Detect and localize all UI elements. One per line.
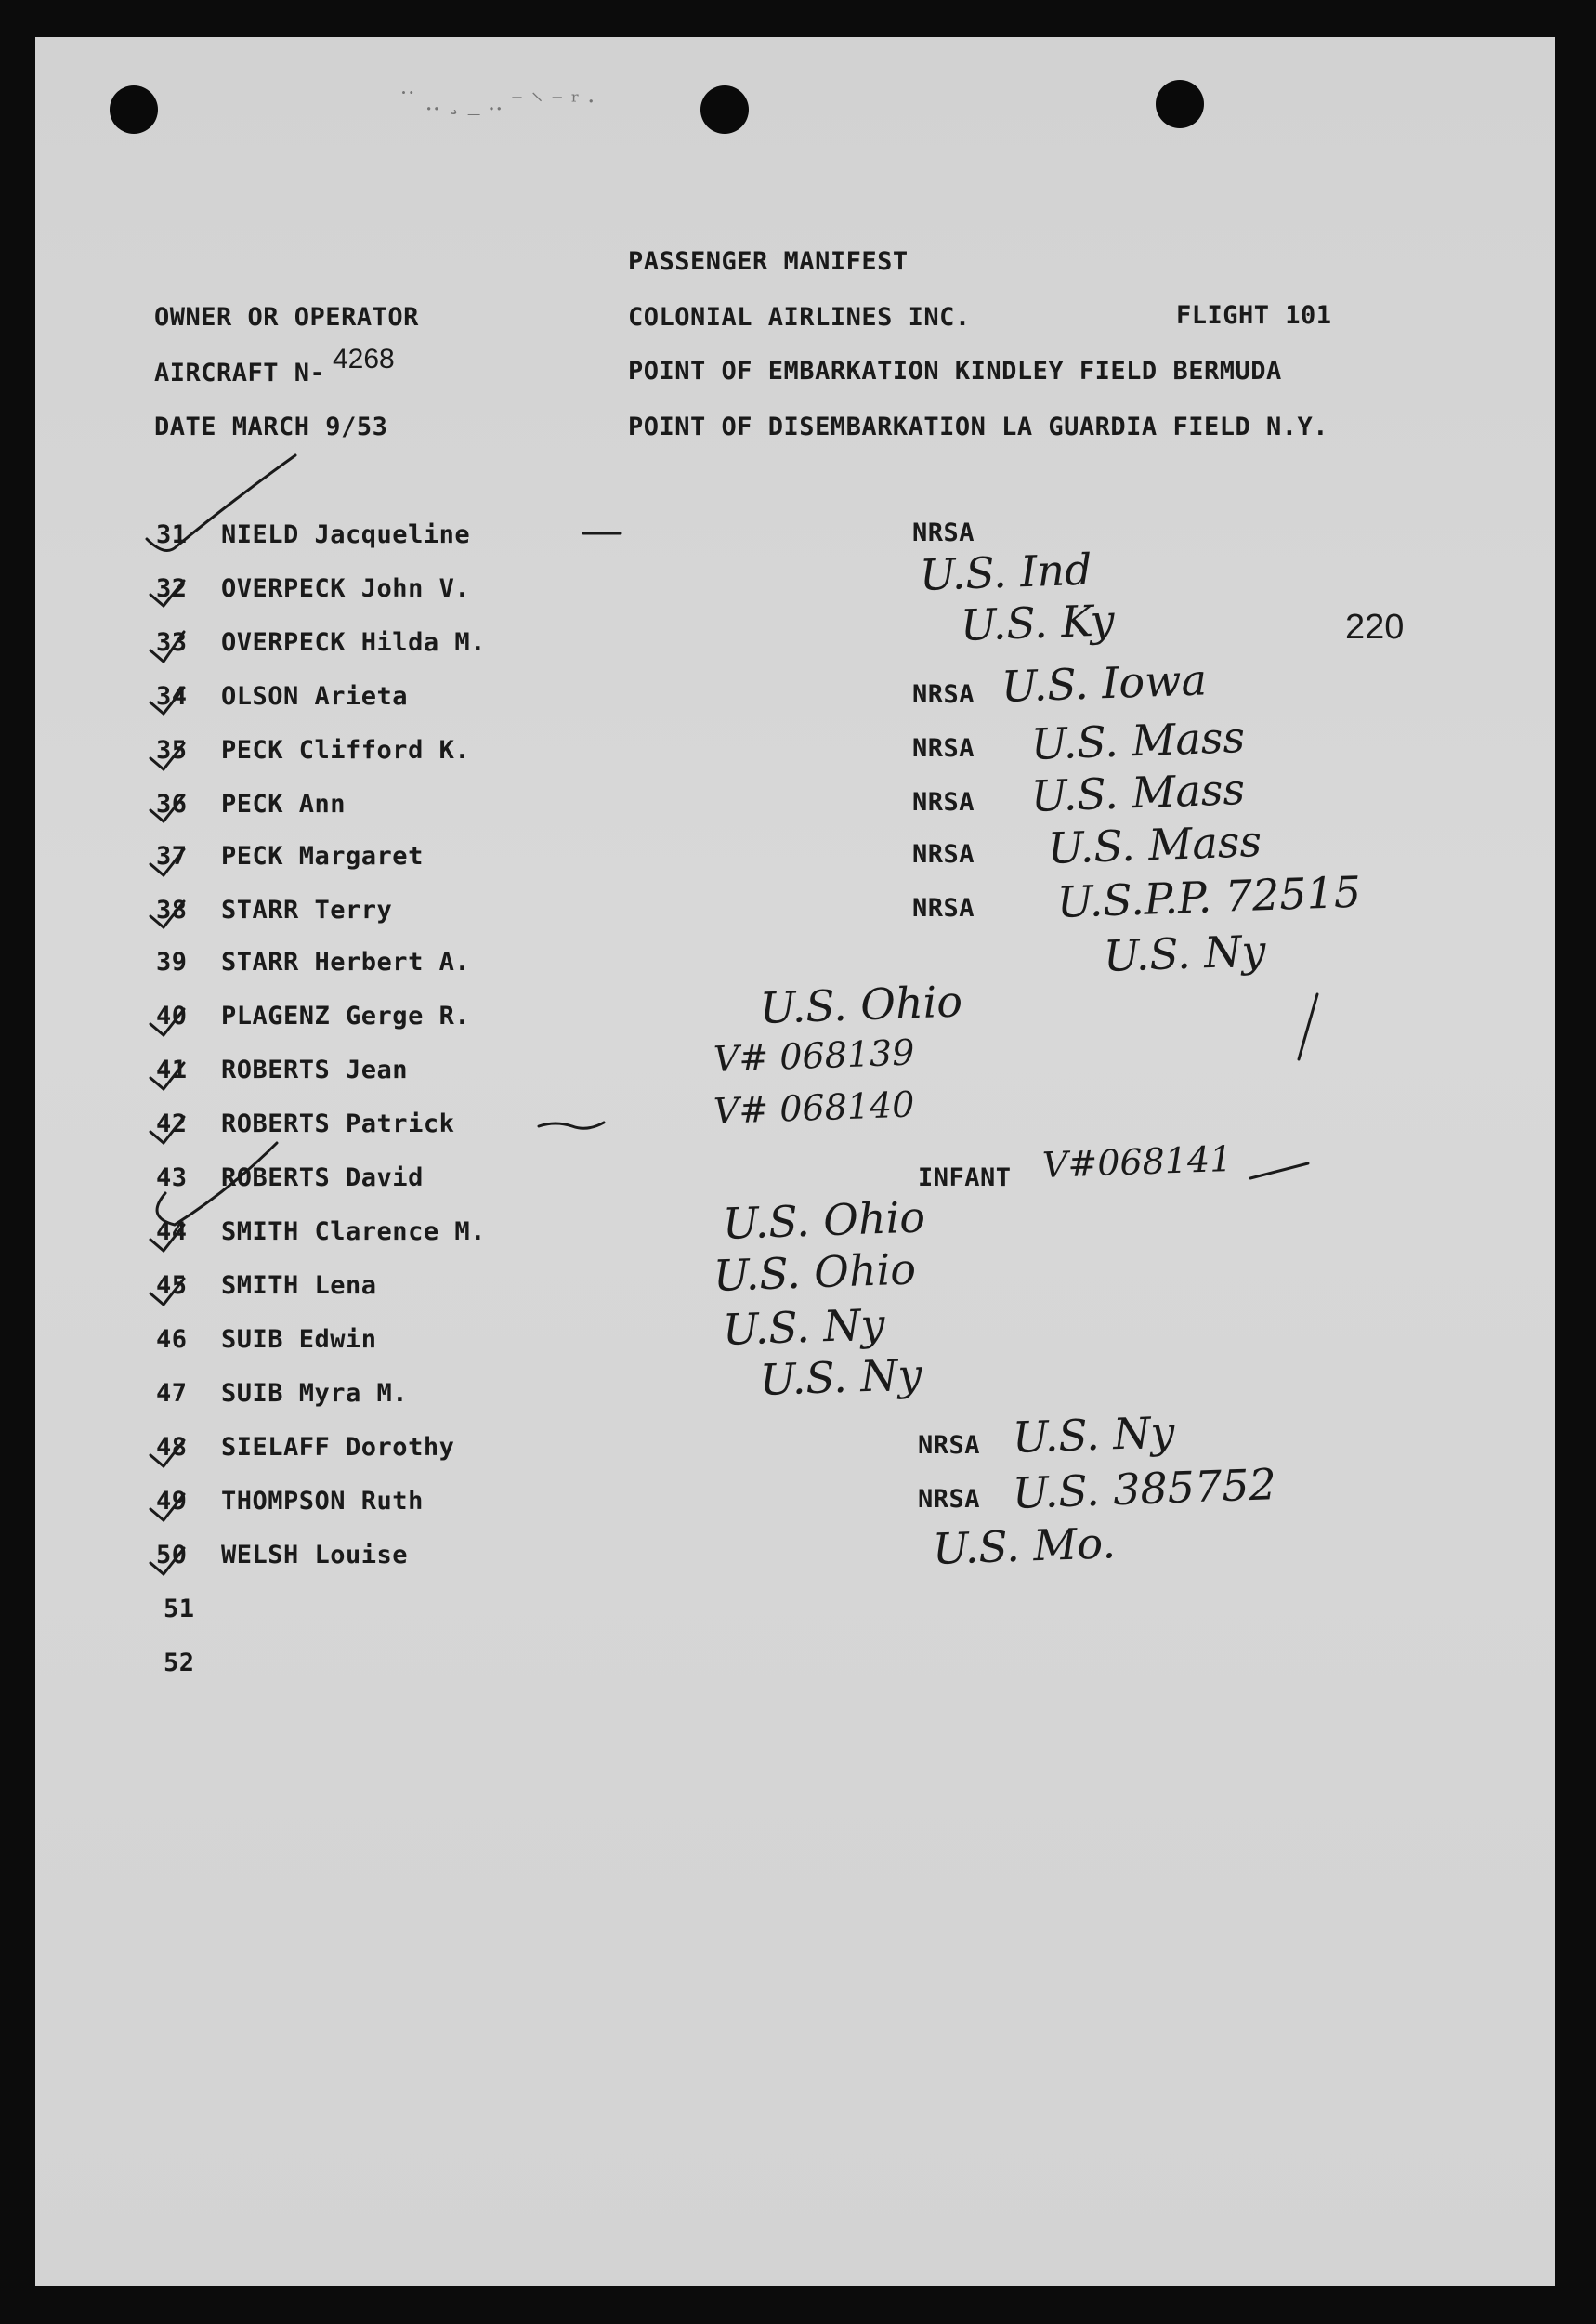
row-num: 51 [164,1595,195,1623]
handwritten-note: U.S. Ind [919,544,1093,600]
passenger-status: NRSA [912,680,975,709]
row-num: 45 [156,1271,188,1300]
aircraft-value: 4268 [333,344,395,374]
row-num: 33 [156,628,188,657]
passenger-name: SIELAFF Dorothy [221,1433,455,1462]
passenger-name: STARR Terry [221,896,393,925]
passenger-status: NRSA [918,1485,981,1514]
row-num: 49 [156,1487,188,1516]
check-mark [150,1440,184,1466]
handwritten-note: V# 068140 [713,1083,916,1132]
owner-value: COLONIAL AIRLINES INC. [628,303,971,332]
check-mark [150,1009,184,1035]
row-num: 39 [156,948,188,977]
row-num: 47 [156,1379,188,1408]
handwritten-note: U.S. Ohio [722,1191,926,1249]
row-num: 42 [156,1109,188,1138]
passenger-name: ROBERTS David [221,1163,424,1192]
passenger-name: SMITH Clarence M. [221,1217,486,1246]
handwritten-note: U.S. Mass [1030,711,1246,769]
check-mark [150,901,184,927]
passenger-name: ROBERTS Patrick [221,1109,455,1138]
passenger-name: NIELD Jacqueline [221,520,471,549]
check-mark [150,1548,184,1574]
pen-marks [35,37,1555,2286]
row-num: 52 [164,1648,195,1677]
page-number: 220 [1345,608,1405,647]
check-mark [150,581,184,606]
check-mark [150,1117,184,1143]
passenger-status: NRSA [912,519,975,547]
row-num: 40 [156,1002,188,1031]
passenger-name: PLAGENZ Gerge R. [221,1002,471,1031]
handwritten-note: U.S. Iowa [1001,654,1208,712]
row-num: 35 [156,736,188,765]
manifest-title: PASSENGER MANIFEST [628,247,909,276]
handwritten-note: U.S. Mass [1030,763,1246,821]
handwritten-note: U.S. Mass [1047,815,1262,873]
row-num: 46 [156,1325,188,1354]
check-mark [150,1063,184,1089]
passenger-status: INFANT [918,1163,1012,1192]
passenger-name: SUIB Myra M. [221,1379,409,1408]
manifest-page [35,37,1555,2286]
check-mark [150,1225,184,1251]
row-num: 41 [156,1056,188,1084]
row-num: 50 [156,1541,188,1569]
check-mark [150,632,184,662]
passenger-status: NRSA [912,894,975,923]
check-mark [157,1143,277,1225]
handwritten-note: V#068141 [1041,1137,1233,1186]
row-num: 34 [156,682,188,711]
disembarkation: POINT OF DISEMBARKATION LA GUARDIA FIELD N.Y. [628,413,1328,441]
check-mark [150,743,184,769]
handwritten-note: U.S. Ohio [759,976,963,1033]
owner-label: OWNER OR OPERATOR [154,303,419,332]
passenger-name: SMITH Lena [221,1271,377,1300]
aircraft-label: AIRCRAFT N- [154,359,326,387]
flight-number: FLIGHT 101 [1176,301,1332,330]
passenger-name: ROBERTS Jean [221,1056,409,1084]
handwritten-note: U.S. Ny [722,1298,886,1355]
passenger-name: OLSON Arieta [221,682,409,711]
handwritten-note: U.S. Ny [1103,925,1267,981]
row-num: 48 [156,1433,188,1462]
passenger-status: NRSA [912,734,975,763]
check-mark [150,1494,184,1520]
passenger-name: SUIB Edwin [221,1325,377,1354]
handwritten-note: U.S. Ohio [713,1243,917,1301]
passenger-name: THOMPSON Ruth [221,1487,424,1516]
passenger-name: STARR Herbert A. [221,948,471,977]
passenger-name: OVERPECK John V. [221,574,471,603]
passenger-status: NRSA [918,1431,981,1460]
row-num: 43 [156,1163,188,1192]
embarkation: POINT OF EMBARKATION KINDLEY FIELD BERMUDA [628,357,1282,386]
handwritten-note: U.S. Ky [960,595,1116,650]
top-smudge-marks: ˙ ̇ .. ¸ _ .. ⁻ ⸌ ⁻ ʳ · [398,88,595,116]
dash-mark [1250,1163,1308,1178]
passenger-status: NRSA [912,788,975,817]
passenger-status: NRSA [912,840,975,869]
check-mark [150,849,184,875]
check-mark [147,455,295,551]
handwritten-note: U.S. Ny [759,1348,923,1405]
row-num: 37 [156,842,188,871]
passenger-name: OVERPECK Hilda M. [221,628,486,657]
check-mark [150,688,184,714]
passenger-name: PECK Margaret [221,842,424,871]
handwritten-note: V# 068139 [713,1031,916,1080]
row-num: 44 [156,1217,188,1246]
row-num: 31 [156,520,188,549]
row-num: 36 [156,790,188,819]
handwritten-note: U.S. Mo. [932,1517,1117,1574]
row-num: 38 [156,896,188,925]
passenger-name: PECK Clifford K. [221,736,471,765]
handwritten-note: U.S. 385752 [1012,1459,1277,1518]
handwritten-note: U.S. Ny [1012,1406,1176,1463]
handwritten-note: U.S.P.P. 72515 [1056,866,1362,927]
scribble-mark [539,1123,604,1128]
passenger-name: WELSH Louise [221,1541,409,1569]
dash-mark [1299,994,1317,1059]
row-num: 32 [156,574,188,603]
check-mark [150,1279,184,1305]
passenger-name: PECK Ann [221,790,347,819]
check-mark [150,795,184,821]
date: DATE MARCH 9/53 [154,413,388,441]
